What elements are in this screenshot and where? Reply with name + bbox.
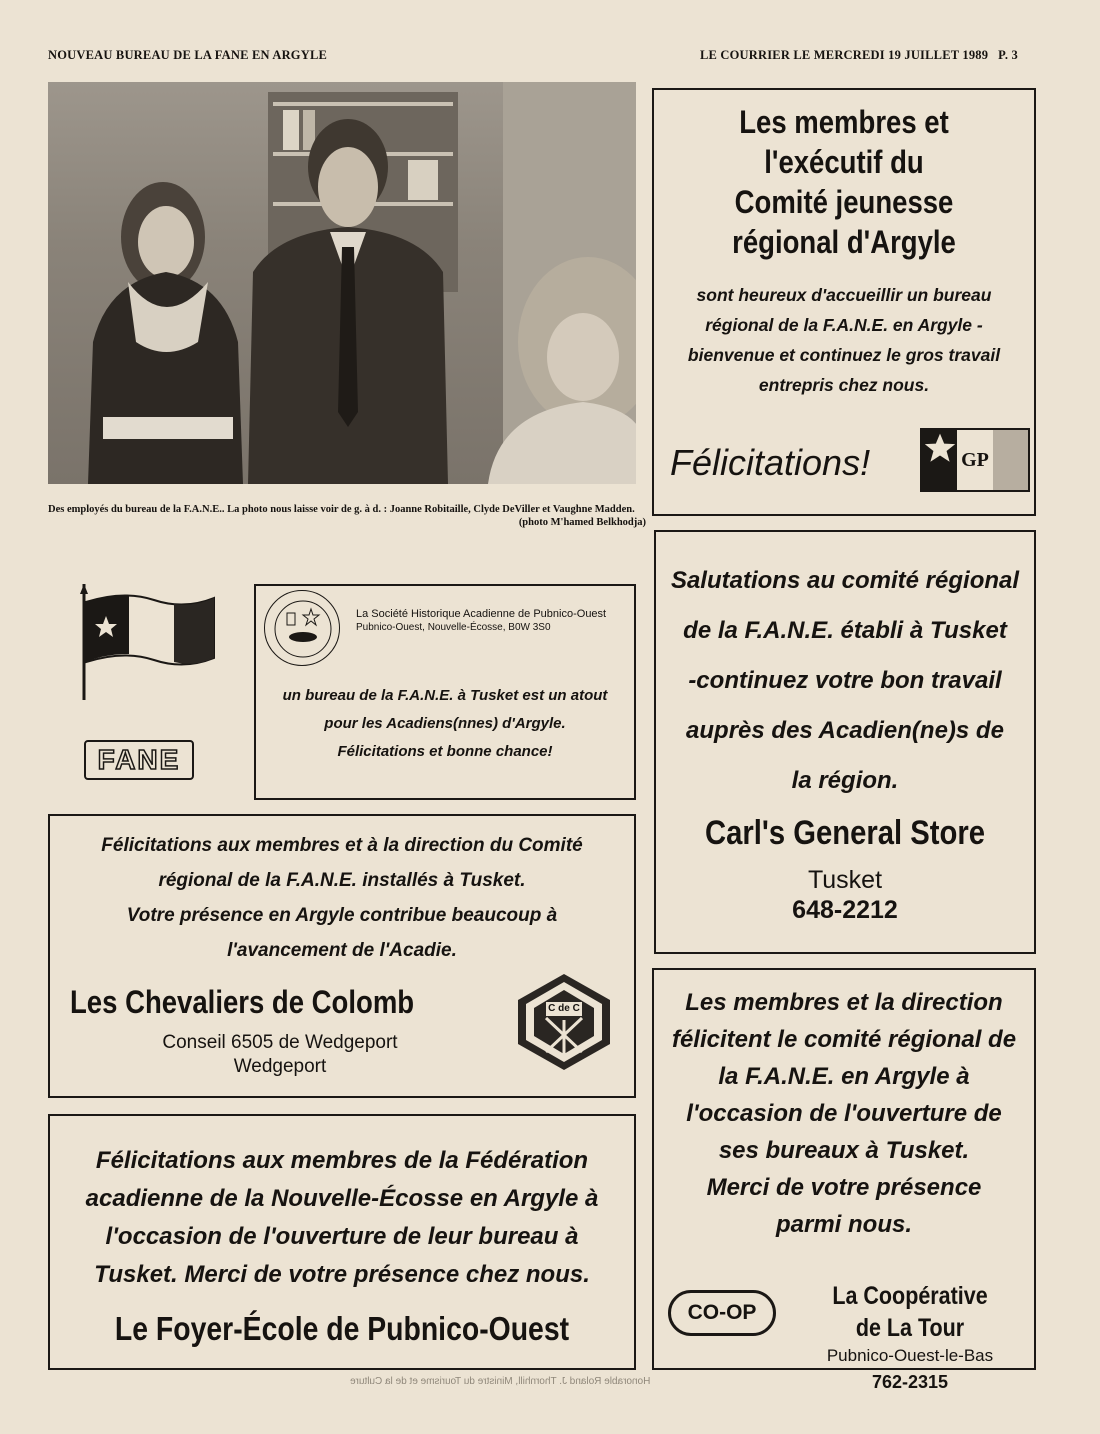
- page-header-left: NOUVEAU BUREAU DE LA FANE EN ARGYLE: [48, 48, 328, 62]
- ad-comite-body-line: sont heureux d'accueillir un bureau: [696, 285, 992, 305]
- carls-body-line: -continuez votre bon travail: [688, 667, 1002, 694]
- coop-body-line: l'occasion de l'ouverture de: [686, 1100, 1002, 1127]
- carls-store-name: [656, 814, 1034, 853]
- gp-logo-white: [957, 430, 993, 490]
- staff-photo: [48, 82, 636, 484]
- gp-logo-text: GP: [961, 448, 989, 471]
- knights-emblem-icon: [516, 972, 612, 1072]
- foyer-body-line: Félicitations aux membres de la Fédération: [95, 1147, 589, 1174]
- ad-cooperative-la-tour: [652, 968, 1036, 1370]
- carls-phone: 648-2212: [792, 896, 898, 924]
- coop-body-line: parmi nous.: [775, 1211, 913, 1238]
- coop-town: Pubnico-Ouest-le-Bas: [826, 1346, 994, 1365]
- chevaliers-body: [50, 828, 634, 968]
- knights-emblem-text: C de C: [548, 1003, 580, 1014]
- knights-emblem-svg: [516, 972, 612, 1072]
- star-icon: [924, 432, 956, 464]
- coop-name: [790, 1280, 1030, 1344]
- chevaliers-body-line: l'avancement de l'Acadie.: [227, 940, 457, 961]
- societe-address: Pubnico-Ouest, Nouvelle-Écosse, B0W 3S0: [356, 622, 551, 633]
- ad-comite-body-line: bienvenue et continuez le gros travail: [687, 345, 1001, 365]
- ad-comite-jeunesse-title: [654, 102, 1034, 262]
- gp-flag-logo: [920, 428, 1030, 492]
- foyer-body-line: Tusket. Merci de votre présence chez nous.: [94, 1261, 590, 1288]
- coop-body-line: félicitent le comité régional de: [671, 1026, 1017, 1053]
- chevaliers-body-line: Félicitations aux membres et à la direction du Comité: [101, 835, 583, 856]
- gp-logo-blue: [922, 430, 957, 490]
- ad-carls-general-store: [654, 530, 1036, 954]
- page-header-right: LE COURRIER LE MERCREDI 19 JUILLET 1989 P. 3: [700, 48, 1018, 62]
- photo-caption: Des employés du bureau de la F.A.N.E.. La photo nous laisse voir de g. à d. : Joanne Robitaille, Clyde DeViller et Vaughne Madden.: [48, 504, 635, 515]
- gp-logo-red: [993, 430, 1028, 490]
- coop-body-line: Merci de votre présence: [706, 1174, 982, 1201]
- ad-comite-jeunesse: [652, 88, 1036, 516]
- carls-body: [656, 556, 1034, 806]
- ad-societe-historique: [254, 584, 636, 800]
- seal-svg: [265, 591, 341, 667]
- coop-body-line: ses bureaux à Tusket.: [718, 1137, 970, 1164]
- coop-phone: 762-2315: [871, 1372, 949, 1392]
- societe-body: [256, 682, 634, 766]
- carls-body-line: la région.: [791, 767, 899, 794]
- coop-name-line: La Coopérative: [832, 1282, 988, 1310]
- carls-body-line: auprès des Acadien(ne)s de: [686, 717, 1004, 744]
- chevaliers-org: [70, 984, 510, 1021]
- acadian-flag: [74, 582, 224, 702]
- ad-comite-title-line: régional d'Argyle: [732, 224, 956, 260]
- ad-chevaliers-de-colomb: [48, 814, 636, 1098]
- carls-body-line: de la F.A.N.E. établi à Tusket: [683, 617, 1007, 644]
- carls-body-line: Salutations au comité régional: [670, 567, 1020, 594]
- carls-store-name-text: Carl's General Store: [705, 814, 985, 852]
- foyer-body: [50, 1142, 634, 1294]
- coop-body-line: la F.A.N.E. en Argyle à: [718, 1063, 970, 1090]
- fane-logo: [84, 740, 194, 780]
- foyer-org-text: Le Foyer-École de Pubnico-Ouest: [114, 1310, 570, 1347]
- societe-body-line: Félicitations et bonne chance!: [337, 743, 553, 760]
- foyer-org: [50, 1310, 634, 1348]
- ad-comite-body-line: entrepris chez nous.: [758, 375, 930, 395]
- foyer-body-line: acadienne de la Nouvelle-Écosse en Argyle à: [85, 1185, 599, 1212]
- photo-credit: (photo M'hamed Belkhodja): [476, 516, 646, 529]
- coop-logo: [668, 1290, 776, 1336]
- ad-comite-title-line: l'exécutif du: [764, 144, 924, 180]
- societe-body-line: un bureau de la F.A.N.E. à Tusket est un atout: [282, 687, 608, 704]
- ad-comite-title-line: Comité jeunesse: [734, 184, 954, 220]
- fane-logo-text: FANE: [97, 744, 181, 775]
- foyer-body-line: l'occasion de l'ouverture de leur bureau à: [105, 1223, 579, 1250]
- ad-comite-body-line: régional de la F.A.N.E. en Argyle -: [705, 315, 983, 335]
- societe-body-line: pour les Acadiens(nnes) d'Argyle.: [324, 715, 566, 732]
- chevaliers-org-text: Les Chevaliers de Colomb: [70, 984, 415, 1020]
- societe-name: La Société Historique Acadienne de Pubnico-Ouest: [356, 608, 607, 620]
- staff-photo-illustration: [48, 82, 636, 484]
- ad-comite-closing: Félicitations!: [670, 442, 871, 483]
- chevaliers-body-line: Votre présence en Argyle contribue beaucoup à: [126, 905, 558, 926]
- chevaliers-body-line: régional de la F.A.N.E. installés à Tusket.: [158, 870, 526, 891]
- coop-body-line: Les membres et la direction: [685, 989, 1003, 1016]
- ad-comite-title-line: Les membres et: [739, 104, 949, 140]
- coop-logo-text: CO-OP: [687, 1301, 757, 1324]
- chevaliers-council: Conseil 6505 de Wedgeport: [162, 1032, 398, 1053]
- coop-body: [654, 984, 1034, 1243]
- ad-foyer-ecole: [48, 1114, 636, 1370]
- chevaliers-town: Wedgeport: [233, 1056, 327, 1077]
- ad-comite-jeunesse-body: [654, 280, 1034, 400]
- flag-illustration: [74, 582, 224, 702]
- bleed-through-text: Honorable Roland J. Thornhill, Ministre du Tourisme et de la Culture: [350, 1376, 651, 1387]
- carls-town: Tusket: [807, 866, 883, 894]
- coop-name-line: de La Tour: [855, 1314, 965, 1342]
- societe-seal-icon: [264, 590, 340, 666]
